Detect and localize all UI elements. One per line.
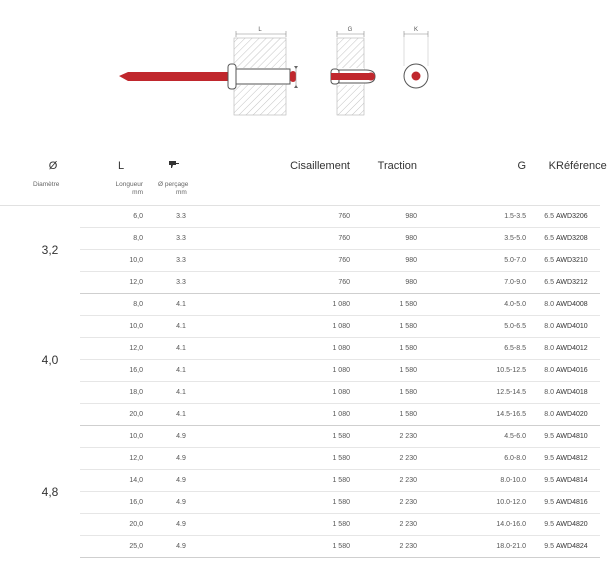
traction-cell: 980 — [350, 228, 438, 250]
k-cell: 8.0 — [526, 294, 556, 316]
reference-cell: AWD4824 — [556, 536, 600, 558]
k-cell: 6.5 — [526, 272, 556, 294]
traction-cell: 2 230 — [350, 514, 438, 536]
g-cell: 5.0-7.0 — [438, 250, 526, 272]
cisaillement-cell: 760 — [230, 250, 350, 272]
g-cell: 14.5-16.5 — [438, 404, 526, 426]
spec-table-body — [0, 206, 600, 558]
longueur-cell: 20,0 — [80, 404, 150, 426]
longueur-cell: 12,0 — [80, 272, 150, 294]
traction-cell: 2 230 — [350, 492, 438, 514]
g-cell: 8.0-10.0 — [438, 470, 526, 492]
percage-cell: 4.9 — [150, 470, 230, 492]
k-cell: 8.0 — [526, 360, 556, 382]
longueur-cell: 12,0 — [80, 448, 150, 470]
percage-cell: 4.1 — [150, 316, 230, 338]
percage-cell: 3.3 — [150, 228, 230, 250]
reference-cell: AWD3212 — [556, 272, 600, 294]
percage-cell: 4.9 — [150, 448, 230, 470]
label-g: G — [347, 27, 353, 33]
k-cell: 9.5 — [526, 492, 556, 514]
rivet-diagram — [0, 0, 600, 150]
label-k: K — [413, 27, 419, 33]
cisaillement-cell: 760 — [230, 272, 350, 294]
traction-cell: 1 580 — [350, 316, 438, 338]
longueur-cell: 6,0 — [80, 206, 150, 228]
k-cell: 9.5 — [526, 536, 556, 558]
reference-cell: AWD4018 — [556, 382, 600, 404]
header-traction: Traction — [377, 159, 417, 172]
percage-cell: 4.1 — [150, 382, 230, 404]
g-cell: 18.0-21.0 — [438, 536, 526, 558]
traction-cell: 1 580 — [350, 404, 438, 426]
percage-cell: 4.1 — [150, 360, 230, 382]
g-cell: 3.5-5.0 — [438, 228, 526, 250]
cisaillement-cell: 1 580 — [230, 536, 350, 558]
traction-cell: 980 — [350, 206, 438, 228]
reference-cell: AWD3210 — [556, 250, 600, 272]
g-cell: 10.5-12.5 — [438, 360, 526, 382]
table-row — [0, 492, 600, 514]
k-cell: 8.0 — [526, 382, 556, 404]
percage-cell: 3.3 — [150, 206, 230, 228]
subheader-row — [0, 181, 600, 206]
header-row — [0, 150, 600, 181]
header-reference: Référence — [556, 159, 607, 172]
reference-cell: AWD4814 — [556, 470, 600, 492]
percage-cell: 3.3 — [150, 272, 230, 294]
longueur-cell: 8,0 — [80, 228, 150, 250]
table-row — [0, 382, 600, 404]
cisaillement-cell: 1 080 — [230, 294, 350, 316]
k-cell: 6.5 — [526, 206, 556, 228]
table-row — [0, 514, 600, 536]
rivet-unset-view — [119, 27, 298, 115]
g-cell: 10.0-12.0 — [438, 492, 526, 514]
k-cell: 6.5 — [526, 228, 556, 250]
reference-cell: AWD3206 — [556, 206, 600, 228]
cisaillement-cell: 1 580 — [230, 492, 350, 514]
table-row — [0, 272, 600, 294]
traction-cell: 980 — [350, 272, 438, 294]
g-cell: 6.0-8.0 — [438, 448, 526, 470]
longueur-cell: 10,0 — [80, 250, 150, 272]
traction-cell: 1 580 — [350, 360, 438, 382]
k-cell: 8.0 — [526, 316, 556, 338]
longueur-cell: 12,0 — [80, 338, 150, 360]
cisaillement-cell: 1 580 — [230, 426, 350, 448]
longueur-cell: 16,0 — [80, 492, 150, 514]
reference-cell: AWD4010 — [556, 316, 600, 338]
diameter-cell: 4,8 — [41, 484, 59, 499]
longueur-cell: 20,0 — [80, 514, 150, 536]
g-cell: 14.0-16.0 — [438, 514, 526, 536]
drill-icon — [168, 160, 180, 172]
g-cell: 4.5-6.0 — [438, 426, 526, 448]
percage-cell: 4.9 — [150, 426, 230, 448]
traction-cell: 2 230 — [350, 426, 438, 448]
cisaillement-cell: 760 — [230, 206, 350, 228]
traction-cell: 1 580 — [350, 382, 438, 404]
g-cell: 12.5-14.5 — [438, 382, 526, 404]
table-row — [0, 426, 600, 448]
k-cell: 8.0 — [526, 338, 556, 360]
reference-cell: AWD4016 — [556, 360, 600, 382]
reference-cell: AWD4810 — [556, 426, 600, 448]
traction-cell: 980 — [350, 250, 438, 272]
g-cell: 4.0-5.0 — [438, 294, 526, 316]
g-cell: 7.0-9.0 — [438, 272, 526, 294]
reference-cell: AWD3208 — [556, 228, 600, 250]
traction-cell: 1 580 — [350, 294, 438, 316]
longueur-cell: 25,0 — [80, 536, 150, 558]
header-longueur: L — [117, 159, 125, 172]
traction-cell: 1 580 — [350, 338, 438, 360]
header-k: K — [548, 159, 556, 172]
traction-cell: 2 230 — [350, 448, 438, 470]
g-cell: 5.0-6.5 — [438, 316, 526, 338]
longueur-cell: 16,0 — [80, 360, 150, 382]
table-row — [0, 294, 600, 316]
reference-cell: AWD4820 — [556, 514, 600, 536]
percage-cell: 3.3 — [150, 250, 230, 272]
reference-cell: AWD4816 — [556, 492, 600, 514]
spec-table — [0, 150, 607, 558]
k-cell: 9.5 — [526, 426, 556, 448]
cisaillement-cell: 1 080 — [230, 360, 350, 382]
longueur-cell: 14,0 — [80, 470, 150, 492]
percage-cell: 4.9 — [150, 536, 230, 558]
percage-cell: 4.9 — [150, 514, 230, 536]
k-cell: 6.5 — [526, 250, 556, 272]
subheader-diametre: Diamètre — [0, 181, 80, 206]
cisaillement-cell: 1 580 — [230, 448, 350, 470]
header-diametre: Ø — [48, 159, 58, 172]
cisaillement-cell: 1 080 — [230, 382, 350, 404]
longueur-cell: 18,0 — [80, 382, 150, 404]
table-row — [0, 360, 600, 382]
table-row — [0, 404, 600, 426]
g-cell: 6.5-8.5 — [438, 338, 526, 360]
longueur-cell: 8,0 — [80, 294, 150, 316]
cisaillement-cell: 1 580 — [230, 514, 350, 536]
cisaillement-cell: 1 080 — [230, 316, 350, 338]
rivet-set-view — [331, 27, 375, 115]
label-l: L — [258, 27, 262, 33]
reference-cell: AWD4008 — [556, 294, 600, 316]
k-cell: 8.0 — [526, 404, 556, 426]
reference-cell: AWD4020 — [556, 404, 600, 426]
subheader-percage: Ø perçage mm — [150, 181, 230, 206]
cisaillement-cell: 1 580 — [230, 470, 350, 492]
percage-cell: 4.1 — [150, 294, 230, 316]
longueur-cell: 10,0 — [80, 316, 150, 338]
header-g: G — [517, 159, 526, 172]
table-row — [0, 206, 600, 228]
g-cell: 1.5-3.5 — [438, 206, 526, 228]
percage-cell: 4.9 — [150, 492, 230, 514]
diameter-cell: 4,0 — [41, 352, 59, 367]
table-row — [0, 316, 600, 338]
subheader-longueur: Longueur mm — [80, 181, 150, 206]
percage-cell: 4.1 — [150, 404, 230, 426]
table-row — [0, 250, 600, 272]
table-row — [0, 470, 600, 492]
diameter-cell: 3,2 — [41, 242, 59, 257]
percage-cell: 4.1 — [150, 338, 230, 360]
longueur-cell: 10,0 — [80, 426, 150, 448]
table-row — [0, 448, 600, 470]
cisaillement-cell: 760 — [230, 228, 350, 250]
reference-cell: AWD4012 — [556, 338, 600, 360]
k-cell: 9.5 — [526, 514, 556, 536]
k-cell: 9.5 — [526, 470, 556, 492]
table-row — [0, 536, 600, 558]
traction-cell: 2 230 — [350, 536, 438, 558]
traction-cell: 2 230 — [350, 470, 438, 492]
header-percage — [150, 150, 230, 181]
reference-cell: AWD4812 — [556, 448, 600, 470]
rivet-head-view — [404, 27, 428, 88]
table-row — [0, 228, 600, 250]
cisaillement-cell: 1 080 — [230, 404, 350, 426]
header-cisaillement: Cisaillement — [290, 159, 350, 172]
k-cell: 9.5 — [526, 448, 556, 470]
table-row — [0, 338, 600, 360]
cisaillement-cell: 1 080 — [230, 338, 350, 360]
